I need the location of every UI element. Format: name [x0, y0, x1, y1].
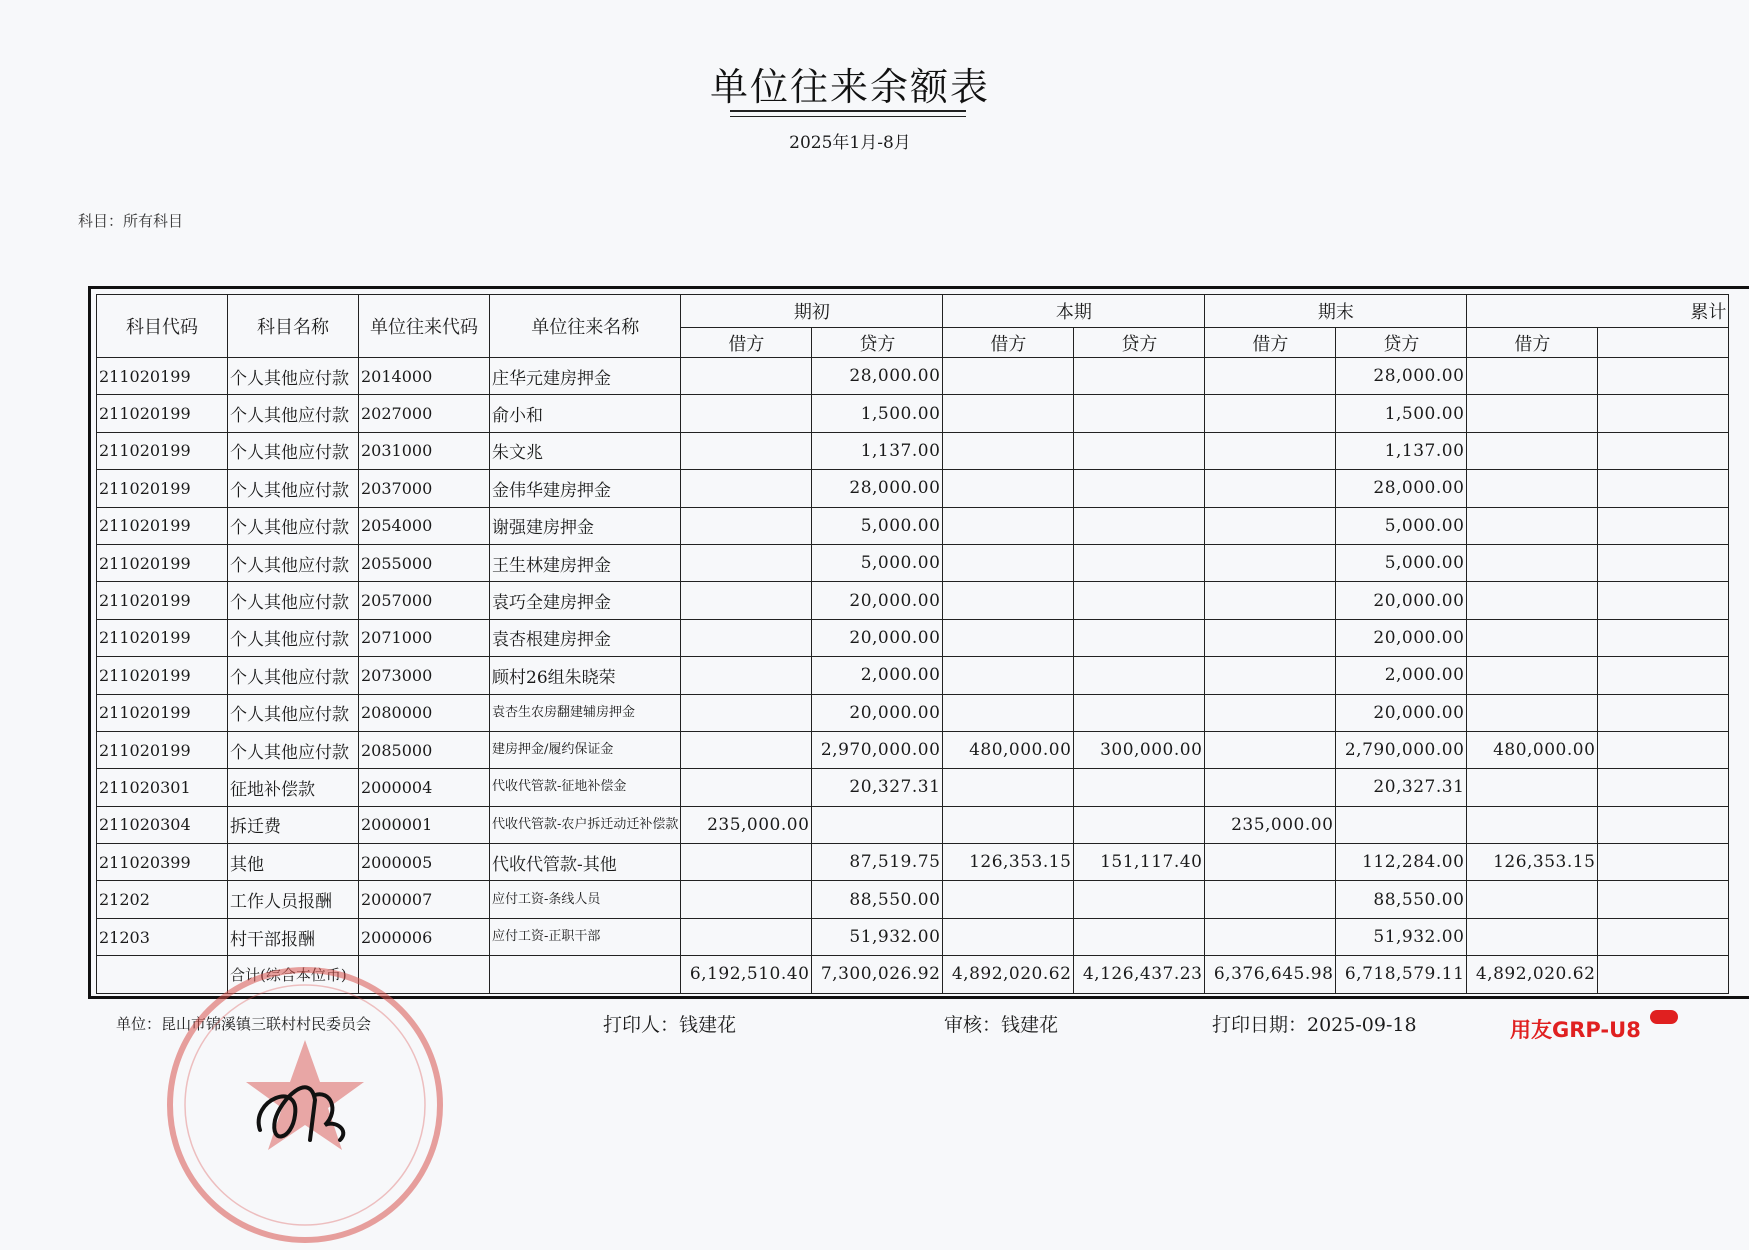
total-a-debit: 4,892,020.62 [1467, 956, 1598, 993]
cell-subject-name: 工作人员报酬 [228, 881, 359, 918]
cell-e-debit [1205, 918, 1336, 955]
cell-e-credit: 28,000.00 [1336, 358, 1467, 395]
cell-unit-name: 庄华元建房押金 [490, 358, 681, 395]
cell-o-credit: 1,500.00 [812, 395, 943, 432]
table-row [97, 731, 1729, 768]
cell-unit-name: 袁杏生农房翻建辅房押金 [490, 694, 681, 731]
report-period: 2025年1月-8月 [789, 133, 911, 153]
table-row [97, 544, 1729, 581]
header-opening: 期初 [681, 295, 943, 328]
cell-subject-code: 21203 [97, 918, 228, 955]
cell-a-debit [1467, 358, 1598, 395]
table-row [97, 432, 1729, 469]
cell-o-debit [681, 358, 812, 395]
cell-a-credit [1598, 470, 1729, 507]
cell-unit-name: 建房押金/履约保证金 [490, 731, 681, 768]
cell-c-debit [943, 358, 1074, 395]
footer-reviewer: 审核：钱建花 [944, 1014, 1059, 1036]
cell-subject-code: 211020199 [97, 694, 228, 731]
cell-unit-code: 2000007 [359, 881, 490, 918]
table-row [97, 769, 1729, 806]
cell-unit-code: 2027000 [359, 395, 490, 432]
cell-a-credit [1598, 395, 1729, 432]
cell-c-debit [943, 544, 1074, 581]
cell-o-credit: 51,932.00 [812, 918, 943, 955]
footer-unit: 单位：昆山市锦溪镇三联村村民委员会 [116, 1015, 372, 1033]
cell-unit-name: 代收代管款-农户拆迁动迁补偿款 [490, 806, 681, 843]
cell-unit-code: 2085000 [359, 731, 490, 768]
cell-subject-code: 211020199 [97, 395, 228, 432]
cell-a-debit [1467, 470, 1598, 507]
cell-unit-name: 袁杏根建房押金 [490, 619, 681, 656]
table-row [97, 694, 1729, 731]
cell-unit-name: 应付工资-条线人员 [490, 881, 681, 918]
cell-a-debit [1467, 881, 1598, 918]
cell-e-credit: 20,000.00 [1336, 619, 1467, 656]
table-row [97, 657, 1729, 694]
header-cumulative: 累计 [1467, 295, 1729, 328]
cell-a-credit [1598, 806, 1729, 843]
cell-e-debit [1205, 694, 1336, 731]
cell-e-credit [1336, 806, 1467, 843]
header-unit-code: 单位往来代码 [359, 295, 490, 358]
cell-o-debit [681, 619, 812, 656]
cell-unit-name: 顾村26组朱晓荣 [490, 657, 681, 694]
cell-a-debit [1467, 918, 1598, 955]
cell-o-debit [681, 769, 812, 806]
total-c-credit: 4,126,437.23 [1074, 956, 1205, 993]
table-row [97, 881, 1729, 918]
cell-c-debit [943, 619, 1074, 656]
cell-e-credit: 112,284.00 [1336, 844, 1467, 881]
cell-o-debit [681, 694, 812, 731]
cell-subject-code: 211020199 [97, 582, 228, 619]
table-row [97, 619, 1729, 656]
brand-logo: 用友GRP-U8 [1510, 1018, 1641, 1042]
cell-unit-code: 2080000 [359, 694, 490, 731]
header-debit: 借方 [943, 328, 1074, 358]
cell-unit-name: 金伟华建房押金 [490, 470, 681, 507]
header-closing: 期末 [1205, 295, 1467, 328]
page-title: 单位往来余额表 [709, 65, 990, 109]
cell-o-debit [681, 470, 812, 507]
cell-unit-name: 应付工资-正职干部 [490, 918, 681, 955]
cell-c-credit [1074, 769, 1205, 806]
cell-subject-name: 个人其他应付款 [228, 619, 359, 656]
cell-a-debit [1467, 806, 1598, 843]
cell-unit-code: 2037000 [359, 470, 490, 507]
header-debit: 借方 [681, 328, 812, 358]
cell-subject-name: 个人其他应付款 [228, 694, 359, 731]
cell-o-debit [681, 731, 812, 768]
header-name: 科目名称 [228, 295, 359, 358]
cell-o-debit [681, 881, 812, 918]
cell-c-credit [1074, 432, 1205, 469]
cell-subject-code: 211020199 [97, 470, 228, 507]
cell-subject-name: 个人其他应付款 [228, 544, 359, 581]
cell-e-credit: 1,137.00 [1336, 432, 1467, 469]
cell-unit-name: 王生林建房押金 [490, 544, 681, 581]
cell-empty [1598, 956, 1729, 993]
cell-e-debit [1205, 769, 1336, 806]
cell-a-debit: 480,000.00 [1467, 731, 1598, 768]
cell-subject-name: 个人其他应付款 [228, 582, 359, 619]
cell-o-credit: 2,000.00 [812, 657, 943, 694]
cell-a-credit [1598, 731, 1729, 768]
header-credit-cumulative [1598, 328, 1729, 358]
cell-o-credit: 5,000.00 [812, 507, 943, 544]
cell-e-debit [1205, 507, 1336, 544]
cell-a-credit [1598, 769, 1729, 806]
cell-e-credit: 5,000.00 [1336, 507, 1467, 544]
cell-subject-name: 个人其他应付款 [228, 507, 359, 544]
cell-e-debit [1205, 731, 1336, 768]
cell-unit-code: 2000005 [359, 844, 490, 881]
cell-e-debit [1205, 881, 1336, 918]
header-current: 本期 [943, 295, 1205, 328]
total-e-credit: 6,718,579.11 [1336, 956, 1467, 993]
table-row [97, 395, 1729, 432]
cell-subject-code: 211020304 [97, 806, 228, 843]
cell-o-credit: 28,000.00 [812, 470, 943, 507]
cell-o-credit: 5,000.00 [812, 544, 943, 581]
ledger-table-frame [88, 286, 1749, 999]
cell-subject-name: 个人其他应付款 [228, 358, 359, 395]
cell-subject-code: 21202 [97, 881, 228, 918]
cell-empty [490, 956, 681, 993]
cell-e-credit: 28,000.00 [1336, 470, 1467, 507]
header-credit: 贷方 [1074, 328, 1205, 358]
cell-unit-name: 代收代管款-征地补偿金 [490, 769, 681, 806]
cell-subject-name: 个人其他应付款 [228, 657, 359, 694]
cell-unit-code: 2073000 [359, 657, 490, 694]
cell-subject-name: 个人其他应付款 [228, 395, 359, 432]
cell-o-debit: 235,000.00 [681, 806, 812, 843]
cell-c-debit [943, 694, 1074, 731]
cell-o-debit [681, 657, 812, 694]
cell-c-debit [943, 432, 1074, 469]
cell-e-credit: 51,932.00 [1336, 918, 1467, 955]
cell-c-credit [1074, 395, 1205, 432]
cell-c-debit [943, 769, 1074, 806]
cell-a-credit [1598, 881, 1729, 918]
cell-unit-code: 2054000 [359, 507, 490, 544]
cell-o-credit: 88,550.00 [812, 881, 943, 918]
cell-o-debit [681, 395, 812, 432]
cell-e-debit [1205, 432, 1336, 469]
total-label: 合计(综合本位币) [228, 956, 359, 993]
title-underline [730, 110, 966, 112]
cell-o-credit: 20,000.00 [812, 619, 943, 656]
cell-a-debit [1467, 694, 1598, 731]
cell-unit-code: 2000001 [359, 806, 490, 843]
footer-printer: 打印人：钱建花 [603, 1014, 737, 1036]
ledger-table [96, 294, 1729, 994]
cell-subject-name: 个人其他应付款 [228, 731, 359, 768]
cell-unit-name: 代收代管款-其他 [490, 844, 681, 881]
cell-c-debit [943, 582, 1074, 619]
cell-unit-code: 2000004 [359, 769, 490, 806]
cell-e-credit: 2,790,000.00 [1336, 731, 1467, 768]
cell-a-debit [1467, 544, 1598, 581]
cell-a-debit [1467, 657, 1598, 694]
cell-e-credit: 2,000.00 [1336, 657, 1467, 694]
cell-unit-code: 2000006 [359, 918, 490, 955]
cell-e-debit [1205, 358, 1336, 395]
cell-subject-code: 211020199 [97, 731, 228, 768]
header-debit: 借方 [1467, 328, 1598, 358]
cell-c-debit: 480,000.00 [943, 731, 1074, 768]
cell-e-credit: 88,550.00 [1336, 881, 1467, 918]
header-credit: 贷方 [812, 328, 943, 358]
cell-a-credit [1598, 657, 1729, 694]
cell-unit-code: 2057000 [359, 582, 490, 619]
cell-subject-name: 个人其他应付款 [228, 432, 359, 469]
cell-o-credit [812, 806, 943, 843]
total-o-credit: 7,300,026.92 [812, 956, 943, 993]
cell-unit-name: 朱文兆 [490, 432, 681, 469]
cell-c-credit [1074, 657, 1205, 694]
cell-o-credit: 28,000.00 [812, 358, 943, 395]
cell-subject-name: 拆迁费 [228, 806, 359, 843]
cell-a-debit [1467, 432, 1598, 469]
cell-unit-code: 2071000 [359, 619, 490, 656]
subject-filter: 科目：所有科目 [78, 212, 184, 230]
cell-a-debit [1467, 769, 1598, 806]
cell-c-credit [1074, 470, 1205, 507]
cell-subject-code: 211020399 [97, 844, 228, 881]
cell-a-credit [1598, 582, 1729, 619]
table-row [97, 806, 1729, 843]
header-unit-name: 单位往来名称 [490, 295, 681, 358]
cell-a-credit [1598, 619, 1729, 656]
cell-subject-name: 其他 [228, 844, 359, 881]
cell-a-credit [1598, 432, 1729, 469]
cell-a-debit [1467, 582, 1598, 619]
cell-c-credit [1074, 619, 1205, 656]
cell-c-credit [1074, 694, 1205, 731]
header-debit: 借方 [1205, 328, 1336, 358]
cell-o-debit [681, 544, 812, 581]
cell-e-debit [1205, 619, 1336, 656]
cell-unit-name: 谢强建房押金 [490, 507, 681, 544]
cell-e-debit [1205, 582, 1336, 619]
cell-e-debit [1205, 544, 1336, 581]
cell-o-debit [681, 582, 812, 619]
cell-c-credit [1074, 358, 1205, 395]
cloud-icon [1650, 1010, 1678, 1024]
cell-a-credit [1598, 918, 1729, 955]
cell-a-credit [1598, 844, 1729, 881]
cell-c-credit: 300,000.00 [1074, 731, 1205, 768]
cell-a-debit: 126,353.15 [1467, 844, 1598, 881]
cell-c-credit [1074, 806, 1205, 843]
total-c-debit: 4,892,020.62 [943, 956, 1074, 993]
cell-subject-code: 211020301 [97, 769, 228, 806]
cell-subject-code: 211020199 [97, 619, 228, 656]
header-code: 科目代码 [97, 295, 228, 358]
cell-e-credit: 1,500.00 [1336, 395, 1467, 432]
cell-a-credit [1598, 694, 1729, 731]
table-row [97, 507, 1729, 544]
cell-unit-name: 俞小和 [490, 395, 681, 432]
cell-o-credit: 20,327.31 [812, 769, 943, 806]
cell-c-debit [943, 657, 1074, 694]
cell-o-debit [681, 507, 812, 544]
handwritten-signature [240, 1040, 360, 1160]
cell-subject-name: 个人其他应付款 [228, 470, 359, 507]
cell-c-credit [1074, 544, 1205, 581]
cell-subject-code: 211020199 [97, 544, 228, 581]
cell-subject-code: 211020199 [97, 657, 228, 694]
cell-c-credit [1074, 507, 1205, 544]
table-row [97, 582, 1729, 619]
cell-c-debit [943, 395, 1074, 432]
cell-unit-code: 2031000 [359, 432, 490, 469]
cell-o-credit: 20,000.00 [812, 694, 943, 731]
cell-c-debit [943, 806, 1074, 843]
cell-subject-name: 征地补偿款 [228, 769, 359, 806]
table-row [97, 844, 1729, 881]
cell-subject-name: 村干部报酬 [228, 918, 359, 955]
cell-o-debit [681, 432, 812, 469]
cell-unit-name: 袁巧全建房押金 [490, 582, 681, 619]
table-row [97, 470, 1729, 507]
footer-print-date: 打印日期：2025-09-18 [1212, 1014, 1417, 1036]
cell-c-debit: 126,353.15 [943, 844, 1074, 881]
cell-o-credit: 87,519.75 [812, 844, 943, 881]
cell-a-debit [1467, 507, 1598, 544]
title-underline-thin [730, 116, 966, 117]
cell-a-debit [1467, 395, 1598, 432]
cell-c-credit: 151,117.40 [1074, 844, 1205, 881]
cell-unit-code: 2055000 [359, 544, 490, 581]
cell-c-debit [943, 918, 1074, 955]
cell-e-credit: 5,000.00 [1336, 544, 1467, 581]
cell-e-debit [1205, 395, 1336, 432]
cell-c-credit [1074, 918, 1205, 955]
cell-a-credit [1598, 544, 1729, 581]
cell-c-credit [1074, 881, 1205, 918]
cell-subject-code: 211020199 [97, 507, 228, 544]
cell-e-debit [1205, 844, 1336, 881]
cell-e-debit: 235,000.00 [1205, 806, 1336, 843]
total-e-debit: 6,376,645.98 [1205, 956, 1336, 993]
cell-a-credit [1598, 358, 1729, 395]
cell-c-debit [943, 507, 1074, 544]
header-credit: 贷方 [1336, 328, 1467, 358]
cell-o-debit [681, 918, 812, 955]
cell-c-debit [943, 470, 1074, 507]
cell-unit-code: 2014000 [359, 358, 490, 395]
cell-c-credit [1074, 582, 1205, 619]
total-o-debit: 6,192,510.40 [681, 956, 812, 993]
cell-subject-code: 211020199 [97, 358, 228, 395]
cell-e-credit: 20,000.00 [1336, 694, 1467, 731]
cell-o-debit [681, 844, 812, 881]
cell-e-credit: 20,327.31 [1336, 769, 1467, 806]
table-row [97, 358, 1729, 395]
cell-o-credit: 2,970,000.00 [812, 731, 943, 768]
cell-c-debit [943, 881, 1074, 918]
cell-e-debit [1205, 470, 1336, 507]
cell-e-debit [1205, 657, 1336, 694]
cell-e-credit: 20,000.00 [1336, 582, 1467, 619]
table-row [97, 918, 1729, 955]
cell-subject-code: 211020199 [97, 432, 228, 469]
cell-o-credit: 1,137.00 [812, 432, 943, 469]
cell-a-debit [1467, 619, 1598, 656]
cell-o-credit: 20,000.00 [812, 582, 943, 619]
cell-a-credit [1598, 507, 1729, 544]
ledger-body [97, 358, 1729, 994]
